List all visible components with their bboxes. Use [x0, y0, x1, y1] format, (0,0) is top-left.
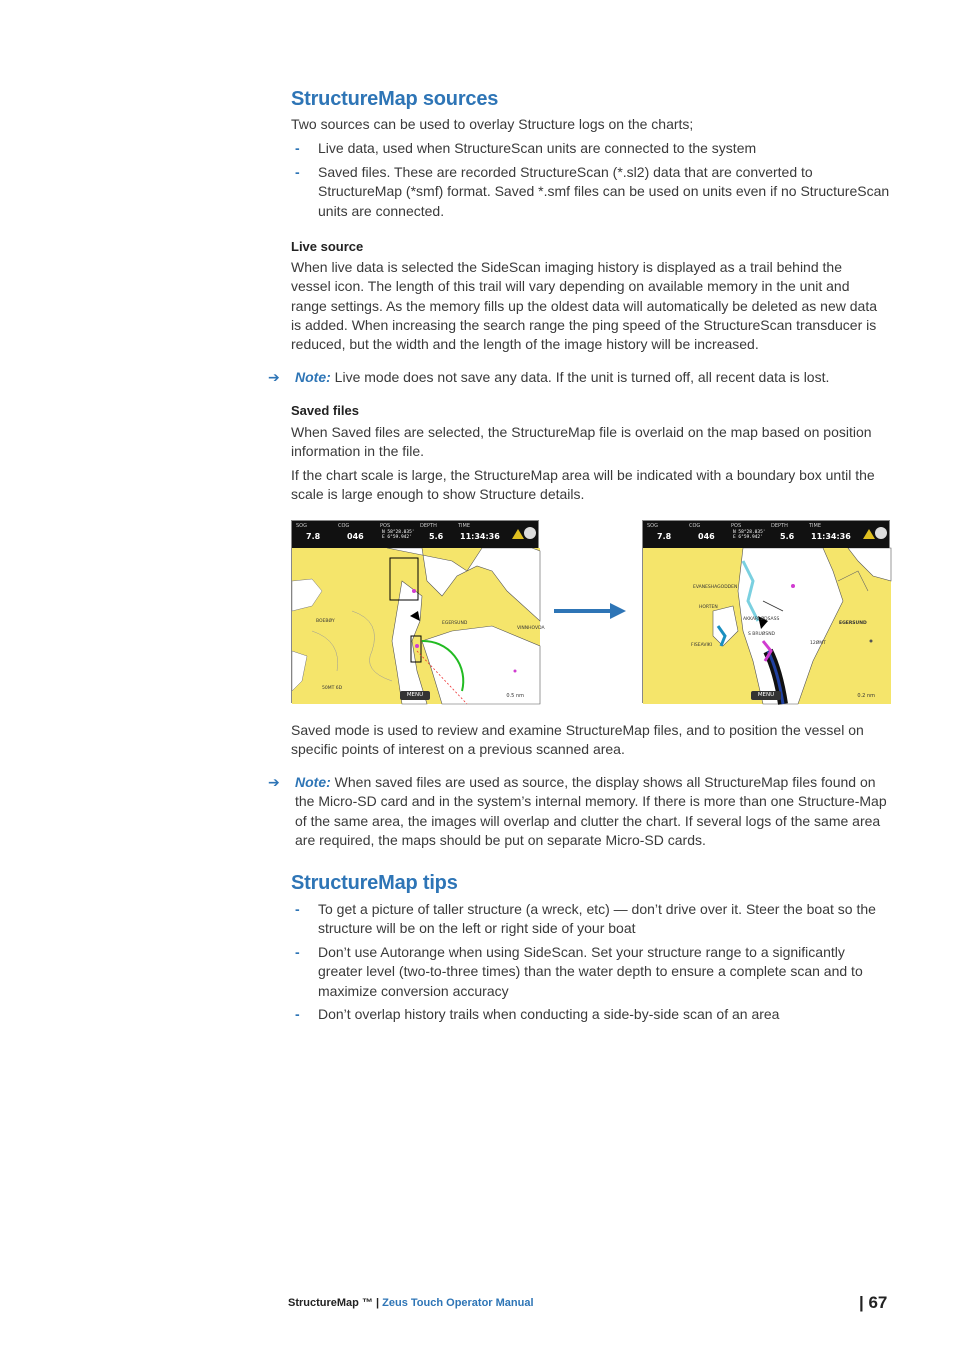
section-title-tips: StructureMap tips [291, 872, 458, 894]
position-value: N 58°28.035' E 6°59.942' [382, 530, 415, 540]
heading-live-source: Live source [291, 239, 364, 254]
chart-map [643, 521, 891, 704]
position-value: N 58°28.035' E 6°59.942' [733, 530, 766, 540]
chart-screenshot-structuremap [642, 520, 890, 703]
status-bar [292, 521, 538, 548]
depth-value: 5.6 [780, 532, 795, 541]
arrow-icon: ➔ [268, 774, 280, 790]
sources-intro: Two sources can be used to overlay Structure logs on the charts; [291, 116, 694, 132]
note-label: Note: [295, 774, 331, 790]
depth-caption: DEPTH [771, 523, 788, 529]
note-text: When saved files are used as source, the display shows all StructureMap files found on the Micro-SD card and in the system’s internal memory. If there is more than one Structure-Map of the same area, the images will overlap and clutter the chart. If several logs of the same area are required, the maps should be put on separate Micro-SD cards. [295, 774, 887, 848]
footer-title [288, 1297, 534, 1309]
time-caption: TIME [458, 523, 471, 529]
map-label: EGERSUND [442, 621, 468, 626]
map-label: EGERSUND [839, 621, 867, 626]
time-caption: TIME [809, 523, 822, 529]
map-label: VINNHOVDA [517, 626, 545, 631]
list-item-text: To get a picture of taller structure (a wreck, etc) — don’t drive over it. Steer the boat so the structure will be on the left or right side of your boat [318, 901, 876, 937]
bullet-dash: - [295, 164, 300, 180]
list-item [291, 139, 891, 159]
cog-caption: COG [689, 523, 701, 529]
saved-files-text-2: If the chart scale is large, the StructureMap area will be indicated with a boundary box until the scale is large enough to show Structure details. [291, 467, 875, 503]
map-label: BOEBØY [316, 619, 335, 624]
sog-caption: SOG [296, 523, 307, 529]
map-label: FISEAVIKI [691, 643, 713, 648]
list-item [291, 943, 891, 1003]
pos-caption: POS [380, 523, 391, 529]
footer-separator: | [372, 1297, 383, 1309]
map-label: AKKARLØDSASS [743, 617, 780, 622]
list-item [291, 900, 891, 940]
map-label: EVANESHAGODDEN [693, 585, 738, 590]
section-title-sources: StructureMap sources [291, 88, 499, 110]
status-bar [643, 521, 889, 548]
sog-value: 7.8 [306, 532, 321, 541]
note-text: Live mode does not save any data. If the unit is turned off, all recent data is lost. [330, 369, 830, 385]
list-item-text: Don’t overlap history trails when conducting a side-by-side scan of an area [318, 1006, 780, 1022]
scale-indicator: 0.2 nm [857, 693, 875, 699]
pos-caption: POS [731, 523, 742, 529]
list-item [291, 1005, 891, 1025]
scale-indicator: 0.5 nm [506, 693, 524, 699]
heading-saved-files: Saved files [291, 403, 359, 418]
arrow-icon: ➔ [268, 369, 280, 385]
chart-map [292, 521, 540, 704]
list-item-text: Live data, used when StructureScan units are connected to the system [318, 140, 757, 156]
compass-icon [875, 527, 887, 539]
bullet-dash: - [295, 944, 300, 960]
time-value: 11:34:36 [460, 532, 500, 541]
bullet-dash: - [295, 901, 300, 917]
time-value: 11:34:36 [811, 532, 851, 541]
sog-value: 7.8 [657, 532, 672, 541]
bullet-dash: - [295, 1006, 300, 1022]
map-label: HORTEN [699, 605, 718, 610]
list-item-text: Saved files. These are recorded StructureScan (*.sl2) data that are converted to StructureMap (*smf) format. Saved *.smf files can be used on units even if no StructureScan units are connected. [318, 164, 890, 219]
live-source-text: When live data is selected the SideScan imaging history is displayed as a trail behind the vessel icon. The length of this trail will vary depending on available memory in the unit and range settings. As the memory fills up the oldest data will automatically be deleted as new data is added. When increasing the search range the ping speed of the StructureScan transducer is reduced, but the width and the length of the image history will be increased. [291, 259, 877, 353]
bullet-dash: - [295, 140, 300, 156]
depth-caption: DEPTH [420, 523, 437, 529]
compass-icon [524, 527, 536, 539]
list-item-text: Don’t use Autorange when using SideScan. Set your structure range to a significantly greater level (two-to-three times) than the water depth to ensure a complete scan and to maximize conversion accuracy [318, 944, 863, 999]
cog-value: 046 [698, 532, 715, 541]
map-label: 50MT 6D [322, 686, 343, 691]
footer-section: StructureMap ™ [288, 1297, 373, 1309]
sog-caption: SOG [647, 523, 658, 529]
saved-files-text-1: When Saved files are selected, the StructureMap file is overlaid on the map based on position information in the file. [291, 424, 872, 460]
menu-button[interactable]: MENU [751, 691, 781, 700]
alarm-icon [512, 529, 524, 539]
map-label: S BRUØSND [748, 632, 776, 637]
menu-button[interactable]: MENU [400, 691, 430, 700]
transition-arrow-icon [552, 601, 628, 621]
saved-files-text-3: Saved mode is used to review and examine StructureMap files, and to position the vessel on specific points of interest on a previous scanned area. [291, 722, 864, 758]
cog-value: 046 [347, 532, 364, 541]
chart-screenshot-boundary-box [291, 520, 545, 703]
alarm-icon [863, 529, 875, 539]
map-label: 12ØMT [810, 641, 826, 646]
footer-manual: Zeus Touch Operator Manual [382, 1297, 534, 1309]
list-item [291, 163, 891, 223]
page-number: | 67 [859, 1293, 888, 1312]
depth-value: 5.6 [429, 532, 444, 541]
note-label: Note: [295, 369, 331, 385]
cog-caption: COG [338, 523, 350, 529]
